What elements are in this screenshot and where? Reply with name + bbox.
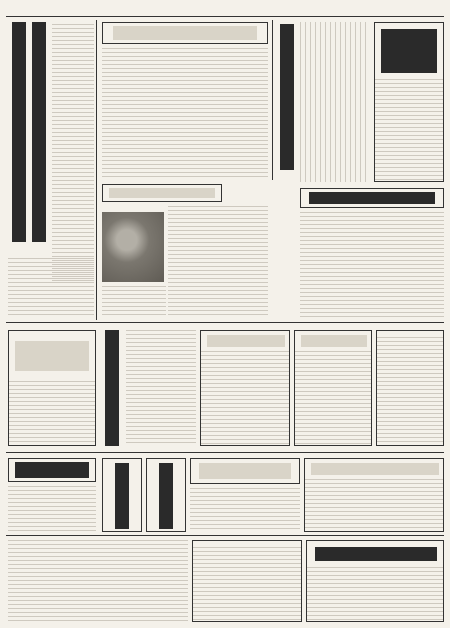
vertical-headline — [12, 22, 26, 242]
text-lines — [377, 337, 443, 445]
center-right-article-text — [300, 22, 370, 182]
far-right-lower-box — [376, 330, 444, 446]
text-lines — [300, 212, 444, 318]
section-rule — [6, 535, 444, 536]
text-lines — [102, 286, 166, 318]
vertical-headline-column — [276, 24, 298, 174]
text-lines — [201, 351, 289, 445]
lower-right-article-box — [294, 330, 372, 446]
center-subheadline — [102, 184, 222, 202]
left-lower-article-text — [8, 258, 94, 318]
center-middle-article-text-lower — [102, 286, 166, 318]
left-article-text — [52, 24, 94, 284]
text-lines — [190, 488, 300, 532]
section-rule — [6, 322, 444, 323]
bottom-left-banner — [8, 458, 96, 482]
column-rule — [272, 20, 273, 180]
vertical-headline — [32, 22, 46, 242]
bottom-center-headline — [190, 458, 300, 484]
footer-text-left — [8, 540, 188, 622]
left-vertical-headline-area — [8, 22, 48, 252]
text-lines — [52, 24, 94, 284]
portrait-photo — [102, 212, 164, 282]
right-headline-banner — [300, 188, 444, 208]
footer-boxed-item — [192, 540, 302, 622]
center-top-article-text — [102, 48, 268, 178]
bottom-center-text — [190, 488, 300, 532]
vertical-ad-column — [102, 458, 142, 532]
text-lines — [375, 79, 443, 181]
bottom-left-text — [8, 486, 96, 532]
text-lines — [102, 48, 268, 178]
right-column-box — [374, 22, 444, 182]
text-lines — [300, 22, 370, 182]
text-lines — [193, 547, 301, 621]
column-rule — [96, 20, 97, 320]
text-lines — [126, 330, 196, 446]
text-lines — [168, 206, 268, 318]
vertical-title-strip — [102, 330, 122, 446]
text-lines — [8, 486, 96, 532]
advertisement-box — [8, 330, 96, 446]
vertical-headline — [280, 24, 294, 170]
footer-right-ad — [306, 540, 444, 622]
center-middle-article-text — [168, 206, 268, 318]
lower-article-text — [126, 330, 196, 446]
page-header — [6, 4, 444, 17]
text-lines — [8, 540, 188, 622]
section-rule — [6, 452, 444, 453]
text-lines — [307, 567, 443, 621]
vertical-ad-column — [146, 458, 186, 532]
text-lines — [9, 381, 95, 445]
column-title-block — [381, 29, 437, 73]
center-headline-banner — [102, 22, 268, 44]
text-lines — [8, 258, 94, 318]
text-lines — [295, 351, 371, 445]
lower-center-article-box — [200, 330, 290, 446]
text-lines — [305, 479, 443, 531]
bottom-right-article-box — [304, 458, 444, 532]
right-middle-article-text — [300, 212, 444, 318]
